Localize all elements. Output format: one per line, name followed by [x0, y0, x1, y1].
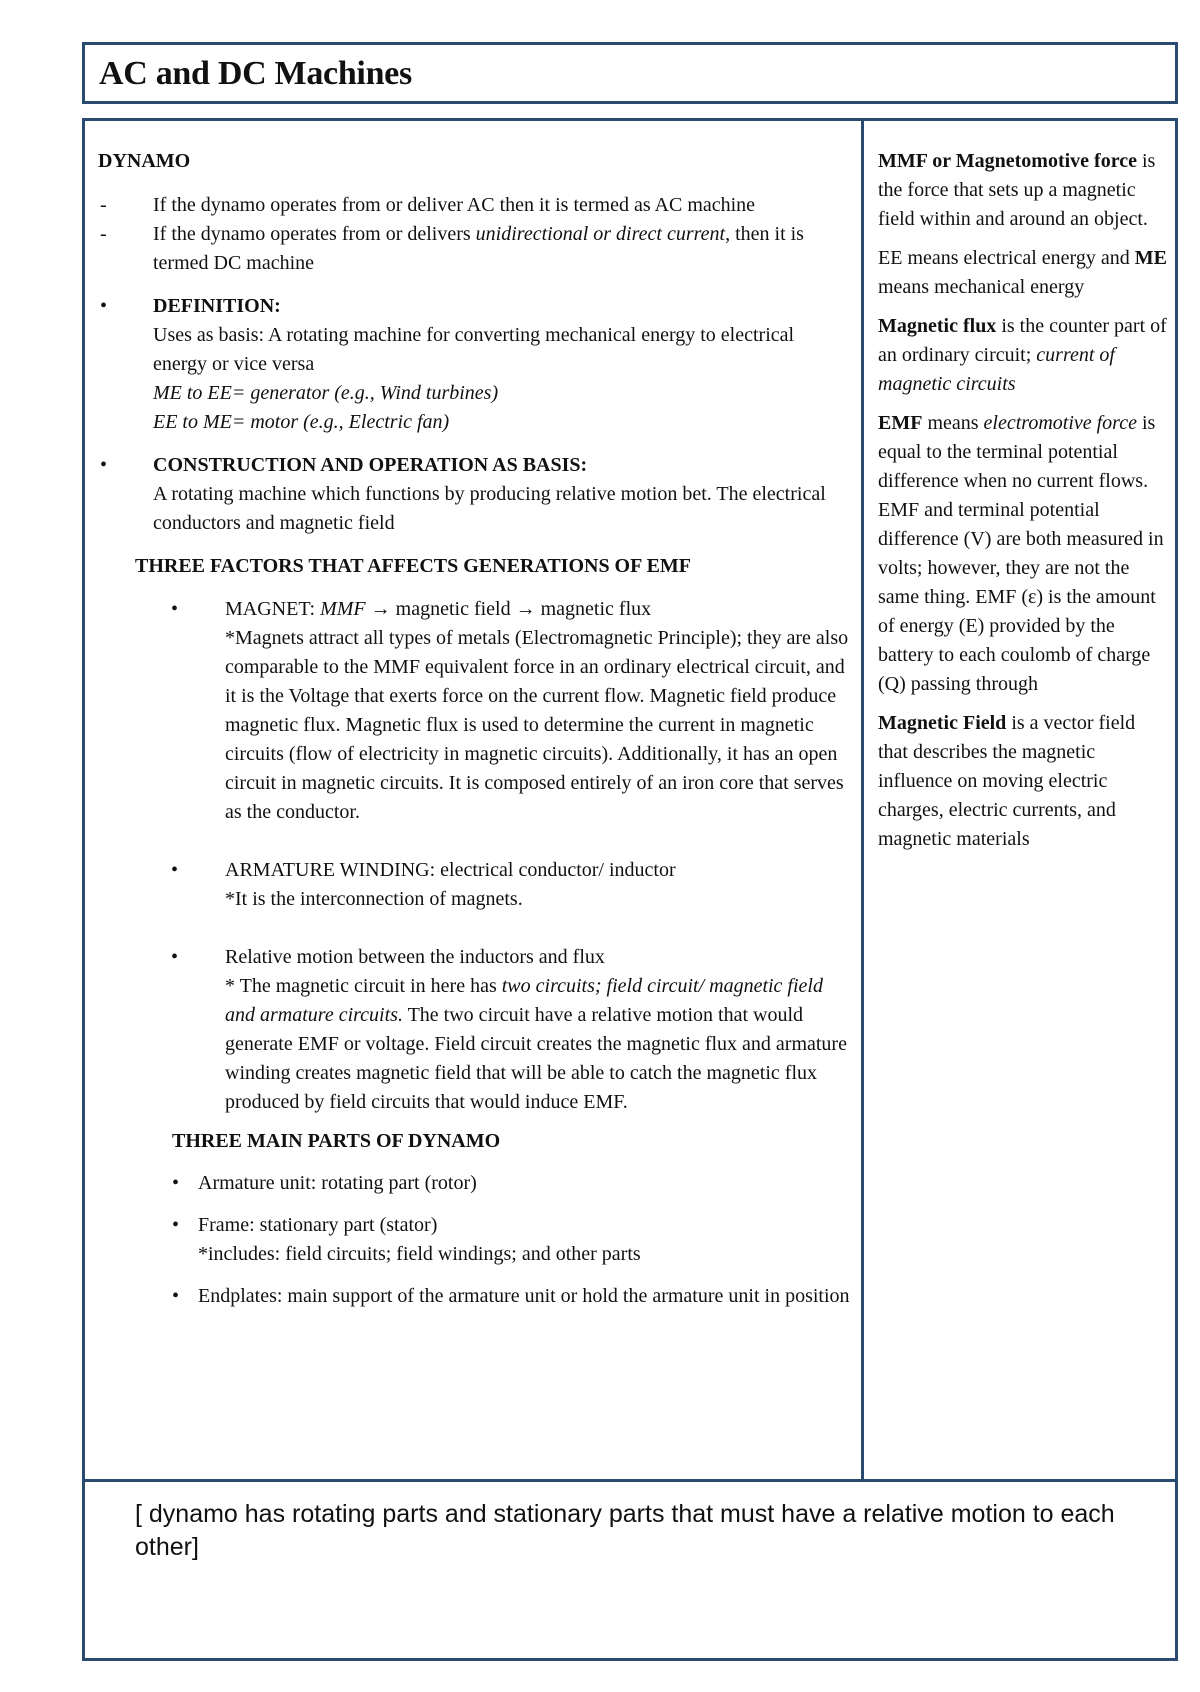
definition-label: DEFINITION: [153, 295, 281, 317]
me-term: ME [1134, 247, 1167, 269]
bullet-marker: • [171, 946, 179, 968]
flux-text: is the counter part of an ordinary circuit; [878, 315, 1167, 366]
main-notes-column [98, 147, 850, 1311]
dash-item-italic: unidirectional or direct current [475, 223, 726, 245]
emf-text-rest: is equal to the terminal potential difference when no current flows. EMF and terminal potential difference (V) are both measured in volts; however, they are not the same thing. EMF (ε) is the amount of energy (E) provided by the battery to each coulomb of charge (Q) passing through [878, 412, 1164, 695]
magnet-line [225, 595, 850, 624]
bullet-marker: • [171, 859, 179, 881]
part-endplates [98, 1282, 850, 1311]
factor-magnet [98, 595, 850, 827]
motion-note-italic: two circuits; field circuit/ magnetic field and armature circuits. [225, 975, 823, 1026]
emf-term: EMF [878, 412, 923, 434]
dash-item-dc [98, 220, 850, 278]
motion-note-pre: * The magnetic circuit in here has [225, 975, 502, 997]
field-text: is a vector field that describes the magnetic influence on moving electric charges, electric currents, and magnetic materials [878, 712, 1136, 850]
motion-note [225, 972, 850, 1117]
parts-heading: THREE MAIN PARTS OF DYNAMO [172, 1130, 501, 1152]
flux-italic: current of magnetic circuits [878, 344, 1115, 395]
generator-line: ME to EE= generator (e.g., Wind turbines) [153, 382, 499, 404]
ee-term: EE [878, 247, 903, 269]
armature-note: *It is the interconnection of magnets. [225, 888, 523, 910]
title-box [82, 42, 1178, 104]
part-note: *includes: field circuits; field windings; and other parts [198, 1243, 641, 1265]
bullet-marker: • [172, 1172, 180, 1194]
dash-marker: - [100, 194, 107, 216]
definition-item [98, 292, 850, 437]
field-definition [878, 709, 1168, 854]
magnet-label: MAGNET: [225, 598, 321, 620]
me-text: means mechanical energy [878, 276, 1085, 298]
flux-definition [878, 312, 1168, 399]
armature-text: ARMATURE WINDING: electrical conductor/ inductor [225, 859, 676, 881]
page-title: AC and DC Machines [99, 55, 412, 92]
notes-table [82, 118, 1178, 1482]
part-text: Armature unit: rotating part (rotor) [198, 1172, 477, 1194]
emf-definition [878, 409, 1168, 699]
mmf-italic: MMF [320, 598, 366, 620]
flux-term: Magnetic flux [878, 315, 997, 337]
dash-item-text: If the dynamo operates from or delivers [153, 223, 476, 245]
factors-heading: THREE FACTORS THAT AFFECTS GENERATIONS OF EMF [135, 555, 692, 577]
part-frame [98, 1211, 850, 1269]
emf-italic: electromotive force [983, 412, 1137, 434]
mmf-definition [878, 147, 1168, 234]
summary-text: [ dynamo has rotating parts and stationary parts that must have a relative motion to each other] [135, 1500, 1115, 1561]
bullet-marker: • [172, 1214, 180, 1236]
factor-armature [98, 856, 850, 914]
dash-marker: - [100, 223, 107, 245]
construction-label: CONSTRUCTION AND OPERATION AS BASIS: [153, 454, 588, 476]
motor-line: EE to ME= motor (e.g., Electric fan) [153, 411, 450, 433]
dash-item-ac [98, 191, 850, 220]
definitions-column [878, 147, 1168, 864]
definition-text: Uses as basis: A rotating machine for converting mechanical energy to electrical energy or vice versa [153, 324, 795, 375]
part-armature [98, 1169, 850, 1198]
mmf-term: MMF or Magnetomotive force [878, 150, 1137, 172]
ee-me-definition [878, 244, 1168, 302]
construction-item [98, 451, 850, 538]
dash-item-text: , then it is termed DC machine [153, 223, 804, 274]
motion-text: Relative motion between the inductors and flux [225, 946, 605, 968]
emf-text: means [922, 412, 984, 434]
motion-note-post: The two circuit have a relative motion that would generate EMF or voltage. Field circuit creates the magnetic flux and armature winding creates magnetic field that will be able to catch the magnetic flux produced by field circuits that would induce EMF. [225, 1004, 847, 1113]
part-text: Endplates: main support of the armature unit or hold the armature unit in position [198, 1285, 850, 1307]
mmf-text: is the force that sets up a magnetic field within and around an object. [878, 150, 1156, 230]
bullet-marker: • [171, 598, 179, 620]
construction-text: A rotating machine which functions by producing relative motion bet. The electrical conductors and magnetic field [153, 483, 826, 534]
bullet-marker: • [100, 295, 108, 317]
part-text: Frame: stationary part (stator) [198, 1214, 438, 1236]
factor-motion [98, 943, 850, 1117]
ee-text: means electrical energy and [902, 247, 1135, 269]
field-term: Magnetic Field [878, 712, 1007, 734]
dash-item-text: If the dynamo operates from or deliver AC then it is termed as AC machine [153, 194, 756, 216]
magnet-chain: → magnetic field → magnetic flux [365, 598, 652, 620]
bullet-marker: • [100, 454, 108, 476]
summary-box [82, 1479, 1178, 1661]
magnet-note: *Magnets attract all types of metals (Electromagnetic Principle); they are also comparable to the MMF equivalent force in an ordinary electrical circuit, and it is the Voltage that exerts force on the current flow. Magnetic field produce magnetic flux. Magnetic flux is used to determine the current in magnetic circuits (flow of electricity in magnetic circuits). Additionally, it has an open circuit in magnetic circuits. It is composed entirely of an iron core that serves as the conductor. [225, 627, 849, 823]
bullet-marker: • [172, 1285, 180, 1307]
dynamo-heading: DYNAMO [98, 150, 191, 172]
column-divider [861, 121, 864, 1479]
